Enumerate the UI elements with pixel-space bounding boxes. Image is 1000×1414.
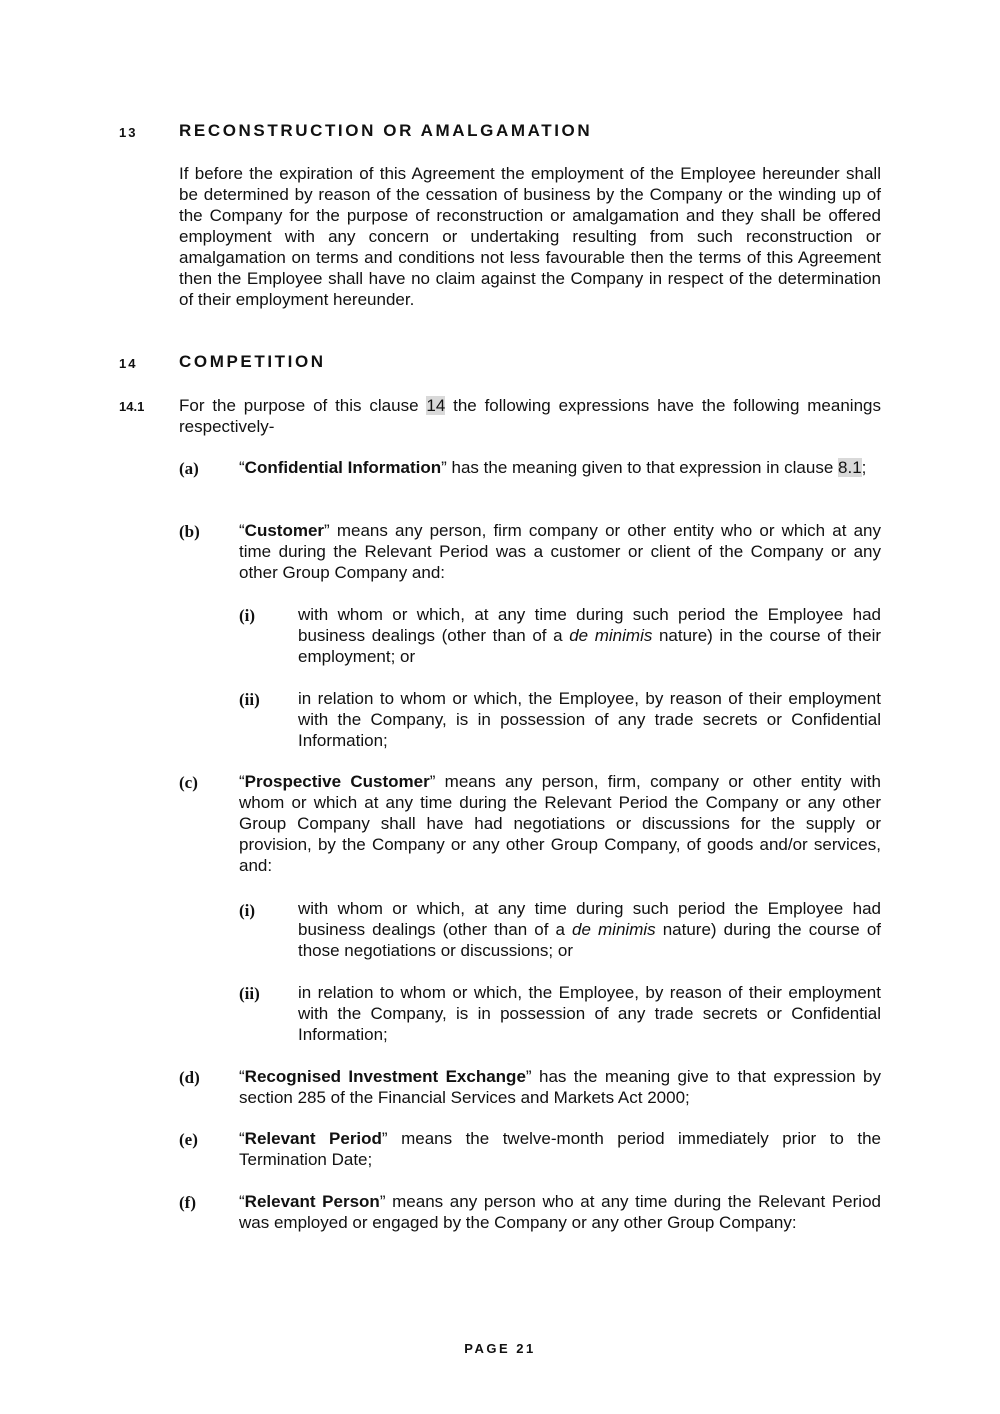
section-14-title: COMPETITION — [179, 352, 326, 371]
section-13-heading — [119, 121, 899, 145]
section-13-title: RECONSTRUCTION OR AMALGAMATION — [179, 121, 593, 140]
definition-f-term: Relevant Person — [244, 1192, 380, 1211]
definition-b-ii-label: (ii) — [239, 690, 260, 709]
definition-c-term: Prospective Customer — [244, 772, 430, 791]
definition-e-term: Relevant Period — [244, 1129, 382, 1148]
definition-c-i-label: (i) — [239, 901, 256, 920]
definition-f-label: (f) — [179, 1193, 196, 1212]
definition-b-i-label: (i) — [239, 606, 256, 625]
definition-f-open-quote: “ — [239, 1192, 245, 1211]
definition-e-open-quote: “ — [239, 1129, 245, 1148]
definition-a-close-quote: ” — [441, 458, 447, 477]
definition-c-i-italic: de minimis — [572, 920, 656, 939]
page-number-footer: PAGE 21 — [464, 1341, 536, 1356]
definition-e-label: (e) — [179, 1130, 198, 1149]
definition-b-text — [239, 520, 881, 583]
definition-e-body: means the twelve-month period immediately prior to the Termination Date; — [239, 1129, 881, 1169]
clause-14-1-text — [179, 395, 881, 437]
definition-b-body: means any person, firm company or other entity who or which at any time during the Relevant Period was a customer or client of the Company or any other Group Company and: — [239, 521, 881, 582]
definition-a-label: (a) — [179, 459, 199, 478]
section-14-number: 14 — [119, 356, 138, 371]
definition-f-close-quote: ” — [379, 1192, 386, 1211]
definition-a-text — [239, 457, 881, 478]
definition-b-open-quote: “ — [239, 521, 245, 540]
definition-b-i-text-after: nature) in the course of their employment; or — [298, 626, 882, 666]
definition-b-i-italic: de minimis — [569, 626, 653, 645]
definition-b-label: (b) — [179, 522, 200, 541]
definition-b-i-text — [298, 604, 881, 667]
definition-a-tail: ; — [861, 458, 867, 477]
definition-f-body: means any person who at any time during the Relevant Period was employed or engaged by the Company or any other Group Company: — [239, 1192, 881, 1232]
clause-14-1-number: 14.1 — [119, 399, 145, 414]
definition-c-text — [239, 771, 881, 876]
section-13-number: 13 — [119, 125, 138, 140]
definition-a-term: Confidential Information — [244, 458, 442, 477]
definition-c-i-text-after: nature) during the course of those negotiations or discussions; or — [298, 920, 881, 960]
definition-c-close-quote: ” — [429, 772, 436, 791]
definition-e-text — [239, 1128, 881, 1170]
definition-c-open-quote: “ — [239, 772, 245, 791]
definition-c-body: means any person, firm, company or other entity with whom or which at any time during the Relevant Period the Company or any other Group Company shall have had negotiations or discussions for the supply or provision, by the Company or any other Group Company, of goods and/or services, and: — [239, 772, 881, 875]
definition-a-body: has the meaning given to that expression in clause — [446, 458, 839, 477]
clause-14-1-text-before: For the purpose of this clause — [179, 396, 427, 415]
section-14-heading — [119, 352, 899, 376]
section-13-body: If before the expiration of this Agreement the employment of the Employee hereunder shall be determined by reason of the cessation of business by the Company or the winding up of the Company for the purpose of reconstruction or amalgamation and they shall be offered employment with any concern or undertaking resulting from such reconstruction or amalgamation on terms and conditions not less favourable then the terms of this Agreement then the Employee shall have no claim against the Company in respect of the determination of their employment hereunder. — [179, 164, 881, 309]
definition-d-label: (d) — [179, 1068, 200, 1087]
definition-d-body: has the meaning give to that expression by section 285 of the Financial Services and Markets Act 2000; — [239, 1067, 881, 1107]
definition-c-label: (c) — [179, 773, 198, 792]
definition-c-ii-label: (ii) — [239, 984, 260, 1003]
definition-d-close-quote: ” — [525, 1067, 532, 1086]
definition-a-open-quote: “ — [239, 458, 245, 477]
definition-d-text — [239, 1066, 881, 1108]
definition-e-close-quote: ” — [381, 1129, 388, 1148]
definition-b-ii-text: in relation to whom or which, the Employee, by reason of their employment with the Company, is in possession of any trade secrets or Confidential Information; — [298, 689, 881, 750]
definition-b-i-text-before: with whom or which, at any time during such period the Employee had business dealings (other than of a — [298, 605, 881, 645]
definition-f-text — [239, 1191, 881, 1233]
definition-c-i-text — [298, 898, 881, 961]
definition-b-term: Customer — [244, 521, 325, 540]
definition-b-close-quote: ” — [324, 521, 330, 540]
definition-d-open-quote: “ — [239, 1067, 245, 1086]
definition-c-i-text-before: with whom or which, at any time during such period the Employee had business dealings (other than of a — [298, 899, 881, 939]
cross-reference-link[interactable]: 8.1 — [838, 458, 862, 477]
definition-d-term: Recognised Investment Exchange — [244, 1067, 526, 1086]
cross-reference-link[interactable]: 14 — [426, 396, 446, 415]
clause-14-1-text-after: the following expressions have the following meanings respectively- — [179, 396, 881, 436]
definition-c-ii-text: in relation to whom or which, the Employee, by reason of their employment with the Company, is in possession of any trade secrets or Confidential Information; — [298, 983, 881, 1044]
